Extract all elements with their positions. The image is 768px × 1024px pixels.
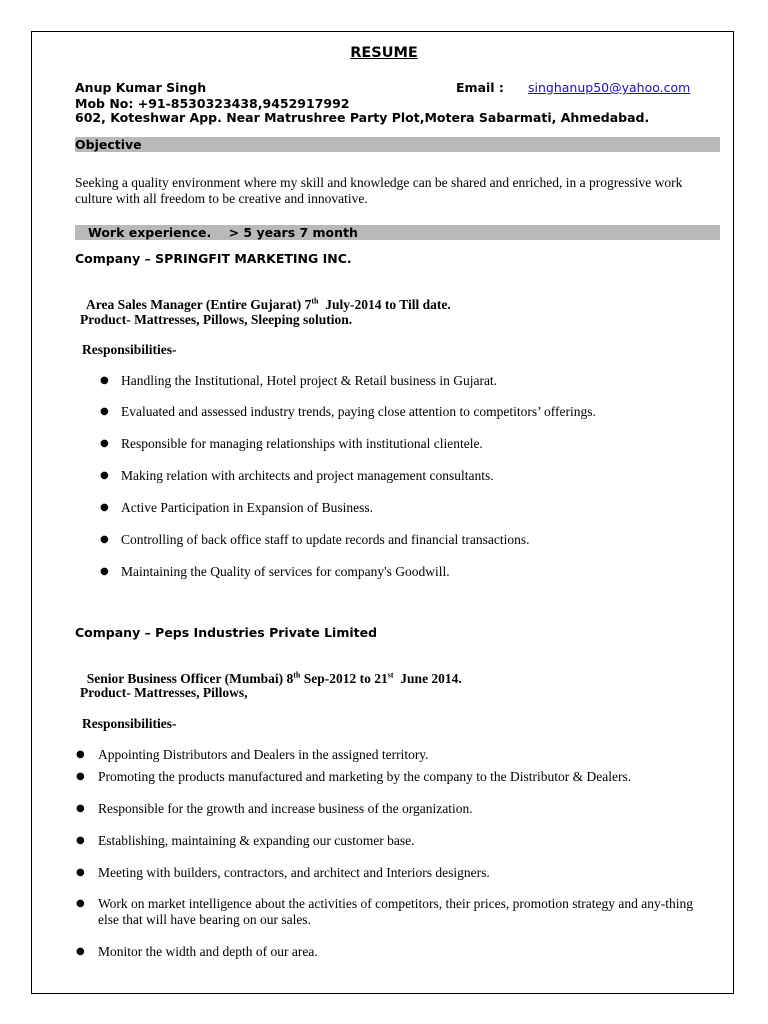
bullet-icon: ● xyxy=(100,406,109,417)
list-item: Handling the Institutional, Hotel project & Retail business in Gujarat. xyxy=(121,373,498,388)
company-2-role: Senior Business Officer (Mumbai) 8th Sep-2012 to 21st June 2014. xyxy=(86,670,462,686)
bullet-icon: ● xyxy=(76,898,85,909)
company-1-responsibilities-label: Responsibilities- xyxy=(82,342,177,357)
work-experience-heading: Work experience. > 5 years 7 month xyxy=(88,225,358,240)
bullet-icon: ● xyxy=(76,803,85,814)
bullet-icon: ● xyxy=(76,771,85,782)
list-item: Appointing Distributors and Dealers in the assigned territory. xyxy=(98,747,429,762)
company-1-role: Area Sales Manager (Entire Gujarat) 7th July-2014 to Till date. xyxy=(86,296,451,312)
list-item: Meeting with builders, contractors, and architect and Interiors designers. xyxy=(98,865,490,880)
list-item: Promoting the products manufactured and marketing by the company to the Distributor & Dealers. xyxy=(98,769,632,784)
list-item: Controlling of back office staff to update records and financial transactions. xyxy=(121,532,530,547)
email-label: Email : xyxy=(456,80,504,95)
bullet-icon: ● xyxy=(76,835,85,846)
list-item: Evaluated and assessed industry trends, paying close attention to competitors’ offerings. xyxy=(121,404,596,419)
list-item: Monitor the width and depth of our area. xyxy=(98,944,318,959)
list-item: Making relation with architects and project management consultants. xyxy=(121,468,494,483)
resume-title: RESUME xyxy=(350,45,418,61)
bullet-icon: ● xyxy=(100,375,109,386)
list-item: Establishing, maintaining & expanding our customer base. xyxy=(98,833,415,848)
bullet-icon: ● xyxy=(76,749,85,760)
bullet-icon: ● xyxy=(100,470,109,481)
mobile-number: Mob No: +91-8530323438,9452917992 xyxy=(75,96,350,111)
bullet-icon: ● xyxy=(100,438,109,449)
bullet-icon: ● xyxy=(76,946,85,957)
address: 602, Koteshwar App. Near Matrushree Party Plot,Motera Sabarmati, Ahmedabad. xyxy=(75,110,650,125)
list-item: Work on market intelligence about the activities of competitors, their prices, promotion strategy and any-thing else that will have bearing on our sales. xyxy=(98,896,693,927)
objective-heading: Objective xyxy=(75,137,142,152)
company-2-name: Company – Peps Industries Private Limited xyxy=(75,625,378,640)
objective-heading-bar xyxy=(75,137,720,152)
company-1-name: Company – SPRINGFIT MARKETING INC. xyxy=(75,251,352,266)
list-item: Responsible for the growth and increase business of the organization. xyxy=(98,801,473,816)
company-2-product: Product- Mattresses, Pillows, xyxy=(80,685,248,700)
email-link[interactable]: singhanup50@yahoo.com xyxy=(528,80,691,95)
bullet-icon: ● xyxy=(100,502,109,513)
company-2-responsibilities-label: Responsibilities- xyxy=(82,716,177,731)
list-item: Active Participation in Expansion of Business. xyxy=(121,500,373,515)
objective-text: Seeking a quality environment where my skill and knowledge can be shared and enriched, in a progressive work culture with all freedom to be creative and innovative. xyxy=(75,175,683,206)
bullet-icon: ● xyxy=(100,566,109,577)
candidate-name: Anup Kumar Singh xyxy=(75,80,207,95)
bullet-icon: ● xyxy=(76,867,85,878)
list-item: Maintaining the Quality of services for company's Goodwill. xyxy=(121,564,450,579)
bullet-icon: ● xyxy=(100,534,109,545)
company-1-product: Product- Mattresses, Pillows, Sleeping solution. xyxy=(80,312,353,327)
list-item: Responsible for managing relationships with institutional clientele. xyxy=(121,436,483,451)
